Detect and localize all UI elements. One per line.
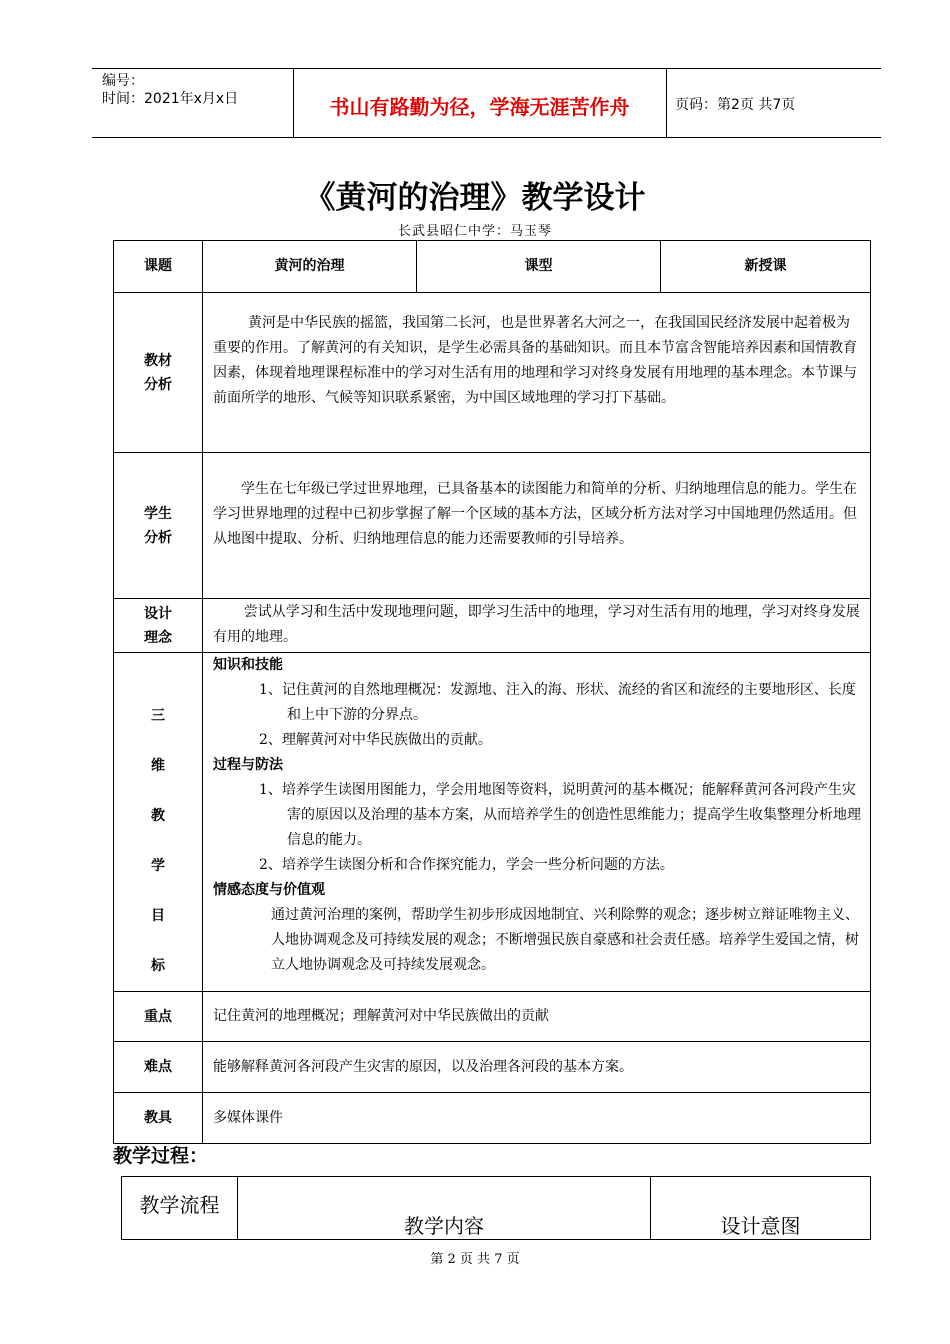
number-label: 编号： — [102, 73, 144, 89]
process-col-intent: 设计意图 — [651, 1177, 871, 1240]
goals-cell — [203, 653, 871, 992]
student-label: 学生分析 — [114, 453, 203, 599]
key-label: 重点 — [114, 992, 203, 1042]
material-text: 黄河是中华民族的摇篮，我国第二长河，也是世界著名大河之一，在我国国民经济发展中起着极为重要的作用。了解黄河的有关知识，是学生必需具备的基础知识。而且本节富含智能培养因素和国情教育因素，体现着地理课程标准中的学习对生活有用的地理和学习对终身发展有用地理的基本理念。本节课与前面所学的地形、气候等知识联系紧密，为中国区域地理的学习打下基础。 — [213, 315, 857, 406]
table-row — [114, 599, 871, 653]
tools-label: 教具 — [114, 1093, 203, 1144]
design-label: 设计理念 — [114, 599, 203, 653]
knowledge-title: 知识和技能 — [213, 657, 283, 673]
process-col-flow: 教学流程 — [122, 1177, 238, 1240]
table-row — [114, 293, 871, 453]
process-table — [121, 1176, 871, 1240]
process-heading: 教学过程： — [113, 1145, 209, 1167]
table-row — [114, 241, 871, 293]
table-row — [114, 453, 871, 599]
goals-label: 三 维 教 学 目 标 — [114, 653, 203, 992]
time-label: 时间：2021年x月x日 — [102, 91, 239, 107]
process-title: 过程与防法 — [213, 757, 283, 773]
header-meta — [102, 72, 238, 108]
design-text: 尝试从学习和生活中发现地理问题，即学习生活中的地理，学习对生活有用的地理，学习对终身发展有用的地理。 — [213, 604, 860, 645]
type-label: 课型 — [417, 241, 661, 293]
table-row — [114, 1042, 871, 1093]
emotion-text: 通过黄河治理的案例，帮助学生初步形成因地制宜、兴利除弊的观念；逐步树立辩证唯物主义、人地协调观念及可持续发展的观念；不断增强民族自豪感和社会责任感。培养学生爱国之情，树立人地协调观念及可持续发展观念。 — [271, 907, 859, 973]
header-motto: 书山有路勤为径，学海无涯苦作舟 — [329, 95, 630, 119]
table-row — [114, 1093, 871, 1144]
knowledge-item: 1、记住黄河的自然地理概况：发源地、注入的海、形状、流经的省区和流经的主要地形区、长度和上中下游的分界点。 — [259, 682, 856, 723]
table-row — [114, 992, 871, 1042]
process-col-content: 教学内容 — [238, 1177, 651, 1240]
knowledge-item: 2、理解黄河对中华民族做出的贡献。 — [259, 732, 492, 748]
page-header — [92, 68, 881, 138]
material-label: 教材分析 — [114, 293, 203, 453]
difficult-label: 难点 — [114, 1042, 203, 1093]
tools-text: 多媒体课件 — [203, 1093, 871, 1144]
difficult-text: 能够解释黄河各河段产生灾害的原因，以及治理各河段的基本方案。 — [203, 1042, 871, 1093]
document-author: 长武县昭仁中学：马玉琴 — [397, 224, 552, 239]
emotion-title: 情感态度与价值观 — [213, 882, 325, 898]
document-title: 《黄河的治理》教学设计 — [304, 180, 646, 216]
table-row — [122, 1177, 871, 1240]
type-value: 新授课 — [661, 241, 871, 293]
key-text: 记住黄河的地理概况；理解黄河对中华民族做出的贡献 — [203, 992, 871, 1042]
material-cell — [203, 293, 871, 453]
header-divider — [666, 69, 667, 137]
table-row — [114, 653, 871, 992]
process-item: 1、培养学生读图用图能力，学会用地图等资料，说明黄河的基本概况；能解释黄河各河段产生灾害的原因以及治理的基本方案，从而培养学生的创造性思维能力；提高学生收集整理分析地理信息的能力。 — [259, 782, 861, 848]
student-text: 学生在七年级已学过世界地理，已具备基本的读图能力和简单的分析、归纳地理信息的能力。学生在学习世界地理的过程中已初步掌握了解一个区域的基本方法，区域分析方法对学习中国地理仍然适用。但从地图中提取、分析、归纳地理信息的能力还需要教师的引导培养。 — [213, 481, 857, 547]
lesson-plan-table — [113, 240, 871, 1144]
topic-label: 课题 — [114, 241, 203, 293]
design-cell — [203, 599, 871, 653]
header-page-info: 页码：第2页 共7页 — [675, 97, 796, 113]
process-item: 2、培养学生读图分析和合作探究能力，学会一些分析问题的方法。 — [259, 857, 674, 873]
topic-value: 黄河的治理 — [203, 241, 417, 293]
student-cell — [203, 453, 871, 599]
page-footer: 第 2 页 共 7 页 — [430, 1252, 520, 1267]
